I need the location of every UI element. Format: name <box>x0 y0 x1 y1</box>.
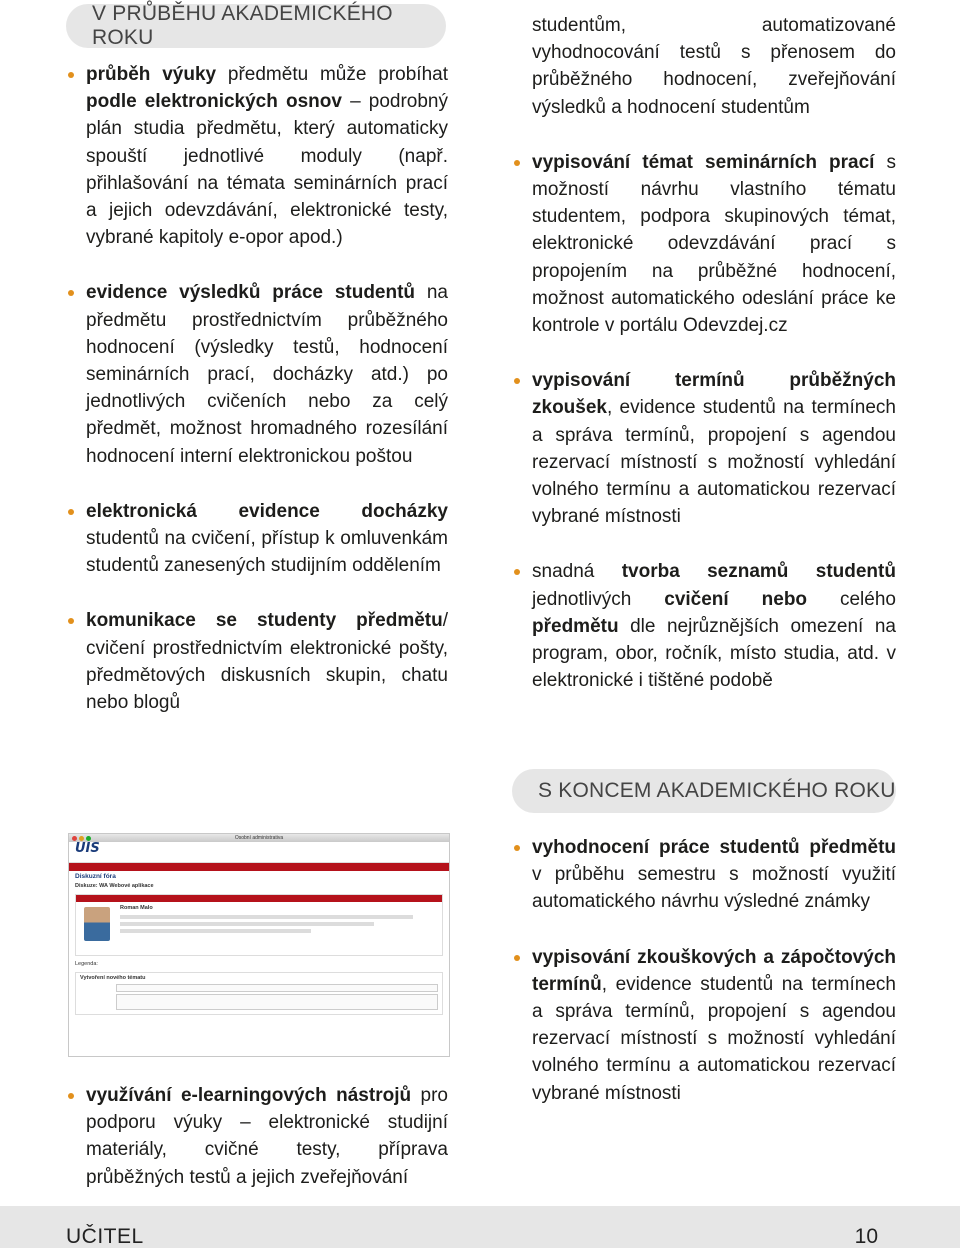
list-item-text <box>532 149 896 339</box>
bold-run: vypisování termínů průběžných zkoušek <box>532 370 896 419</box>
list-item-text <box>532 944 896 1107</box>
list-item <box>66 279 448 469</box>
left-column-bottom <box>66 1082 448 1191</box>
bold-run: evidence výsledků práce studentů <box>86 282 416 304</box>
list-item-text <box>532 367 896 530</box>
continuation-text: studentům, automatizované vyhodnocování testů s přenosem do průběžného hodnocení, zveřejňování výsledků a hodnocení studentům <box>532 15 896 118</box>
left-column <box>66 61 448 716</box>
text-run: jednotlivých <box>532 588 665 610</box>
post-header <box>76 895 442 902</box>
text-run: na předmětu prostřednictvím průběžného hodnocení (výsledky testů, hodnocení seminárních prací, docházky atd.) po jednotlivých cvičeních nebo za celý předmět, možnost hromadného rozesílání hodnocení interní elektronickou poštou <box>86 282 448 467</box>
uis-nav-bar <box>69 863 449 871</box>
legend-label: Legenda: <box>75 961 98 967</box>
list-item <box>512 367 896 530</box>
text-run: předmětu může probíhat <box>216 64 448 85</box>
bold-run: předmětu <box>532 615 619 637</box>
list-item-text <box>86 498 448 580</box>
topic-name-input[interactable] <box>116 984 438 992</box>
text-run: – podrobný plán studia předmětu, který automaticky spouští jednotlivé moduly (např. přihlašování na témata seminárních prací a jejich odevzdávání, elektronické testy, vybrané kapitoly e-opor apod.) <box>86 91 448 249</box>
list-item <box>66 498 448 580</box>
list-item <box>512 558 896 694</box>
footer-label: UČITEL <box>66 1225 144 1248</box>
bold-run: vypisování zkouškových a zápočtových termínů <box>532 946 896 995</box>
uis-header <box>69 842 449 863</box>
list-item <box>66 607 448 716</box>
bold-run: cvičení nebo <box>664 588 808 610</box>
bold-run: komunikace se studenty předmětu <box>86 610 443 632</box>
topic-message-input[interactable] <box>116 994 438 1010</box>
bold-run: vypisování témat seminárních prací <box>532 151 875 173</box>
text-run: celého <box>807 588 896 610</box>
bold-run: využívání e-learningových nástrojů <box>86 1085 412 1106</box>
uis-logo: UIS <box>75 841 100 856</box>
new-topic-form <box>75 972 443 1015</box>
bullet-icon <box>514 160 520 166</box>
bullet-icon <box>68 1093 74 1099</box>
text-run: studentů na cvičení, přístup k omluvenkám studentů zanesených studijním oddělením <box>86 528 448 577</box>
bullet-icon <box>514 569 520 575</box>
forum-label: Diskuze: WA Webové aplikace <box>75 883 154 889</box>
list-item <box>512 834 896 916</box>
text-run: / cvičení prostřednictvím elektronické pošty, předmětových diskusních skupin, chatu nebo blogů <box>86 610 448 714</box>
section-header-end-of-year <box>512 769 896 813</box>
list-item <box>512 149 896 339</box>
text-run: , evidence studentů na termínech a správa termínů, propojení s agendou rezervací místností s možností vyhledání volného termínu a automatickou rezervací vybrané místnosti <box>532 973 896 1104</box>
forum-title: Diskuzní fóra <box>75 873 116 880</box>
forum-post <box>75 894 443 956</box>
list-item-text <box>86 61 448 251</box>
list-item <box>66 1082 448 1191</box>
new-topic-title: Vytvoření nového tématu <box>80 975 146 981</box>
bullet-icon <box>68 290 74 296</box>
section-header-label: V PRŮBĚHU AKADEMICKÉHO ROKU <box>92 2 393 49</box>
text-run: pro podporu výuky – elektronické studijní materiály, cvičné testy, příprava průběžných testů a jejich zveřejňování <box>86 1085 448 1188</box>
bold-run: průběh výuky <box>86 64 217 85</box>
avatar <box>84 907 110 941</box>
section-header-during-year <box>66 4 446 48</box>
post-body <box>120 905 438 936</box>
bullet-icon <box>514 845 520 851</box>
text-run: dle nejrůznějších omezení na program, obor, ročník, místo studia, atd. v elektronické i tištěné podobě <box>532 615 896 692</box>
bold-run: tvorba seznamů studentů <box>621 561 896 583</box>
right-column-bottom <box>512 834 896 1107</box>
bold-run: podle elektronických osnov <box>86 91 342 113</box>
bold-run: elektronická evidence docházky <box>86 500 448 522</box>
window-titlebar <box>69 834 449 842</box>
text-run: v průběhu semestru s možností využití automatického návrhu výsledné známky <box>532 864 896 913</box>
list-item-text <box>86 279 448 469</box>
bullet-icon <box>68 509 74 515</box>
text-run: snadná <box>532 561 622 583</box>
list-item <box>66 61 448 251</box>
window-title: Osobní administrativa <box>234 835 284 841</box>
post-author: Roman Malo <box>120 905 153 911</box>
page-number: 10 <box>854 1225 878 1248</box>
bold-run: vyhodnocení práce studentů předmětu <box>532 837 896 858</box>
text-run: , evidence studentů na termínech a správa termínů, propojení s agendou rezervací místností s možností vyhledání volného termínu a automatickou rezervací vybrané místnosti <box>532 397 896 528</box>
list-item <box>512 944 896 1107</box>
list-item-text <box>532 558 896 694</box>
bullet-icon <box>68 618 74 624</box>
uis-screenshot <box>68 833 450 1057</box>
page-footer <box>0 1206 960 1248</box>
bullet-icon <box>514 378 520 384</box>
list-item-text <box>86 1082 448 1191</box>
list-item-text <box>86 607 448 716</box>
text-run: s možností návrhu vlastního tématu studentem, podpora skupinových témat, elektronické odevzdávání prací s propojením na průběžné hodnocení, možnost automatického odeslání práce ke kontrole v portálu Odevzdej.cz <box>532 151 897 337</box>
right-column <box>512 12 896 694</box>
section-header-label: S KONCEM AKADEMICKÉHO ROKU <box>538 779 896 802</box>
window-controls-icon <box>72 836 91 841</box>
bullet-icon <box>68 72 74 78</box>
bullet-icon <box>514 955 520 961</box>
list-item-text <box>532 834 896 916</box>
